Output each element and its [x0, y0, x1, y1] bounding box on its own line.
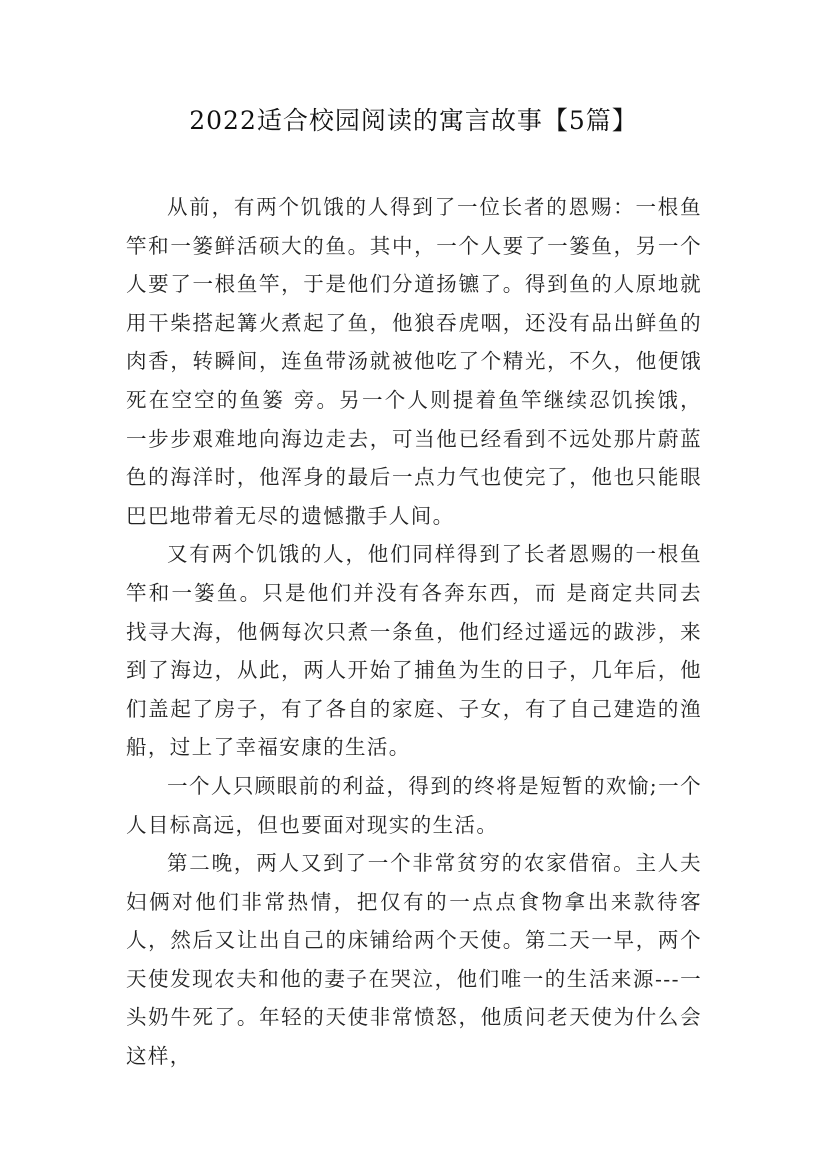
paragraph-1: 从前，有两个饥饿的人得到了一位长者的恩赐：一根鱼竿和一篓鲜活硕大的鱼。其中，一个人要了一篓鱼，另一个人要了一根鱼竿，于是他们分道扬镳了。得到鱼的人原地就用干柴搭起篝火煮起了鱼，他狼吞虎咽，还没有品出鲜鱼的肉香，转瞬间，连鱼带汤就被他吃了个精光，不久，他便饿死在空空的鱼篓 旁。另一个人则提着鱼竿继续忍饥挨饿，一步步艰难地向海边走去，可当他已经看到不远处那片蔚蓝色的海洋时，他浑身的最后一点力气也使完了，他也只能眼巴巴地带着无尽的遗憾撒手人间。	[126, 195, 702, 528]
document-title: 2022适合校园阅读的寓言故事【5篇】	[189, 106, 638, 135]
paragraph-2: 又有两个饥饿的人，他们同样得到了长者恩赐的一根鱼竿和一篓鱼。只是他们并没有各奔东西，而 是商定共同去找寻大海，他俩每次只煮一条鱼，他们经过遥远的跋涉，来到了海边，从此，两人开始了捕鱼为生的日子，几年后，他们盖起了房子，有了各自的家庭、子女，有了自己建造的渔船，过上了幸福安康的生活。	[126, 542, 702, 760]
paragraph-3: 一个人只顾眼前的利益，得到的终将是短暂的欢愉;一个人目标高远，但也要面对现实的生活。	[126, 773, 702, 837]
paragraph-4: 第二晚，两人又到了一个非常贫穷的农家借宿。主人夫妇俩对他们非常热情，把仅有的一点点食物拿出来款待客人，然后又让出自己的床铺给两个天使。第二天一早，两个天使发现农夫和他的妻子在哭泣，他们唯一的生活来源---一头奶牛死了。年轻的天使非常愤怒，他质问老天使为什么会这样，	[126, 851, 702, 1069]
document-body	[126, 188, 702, 1076]
